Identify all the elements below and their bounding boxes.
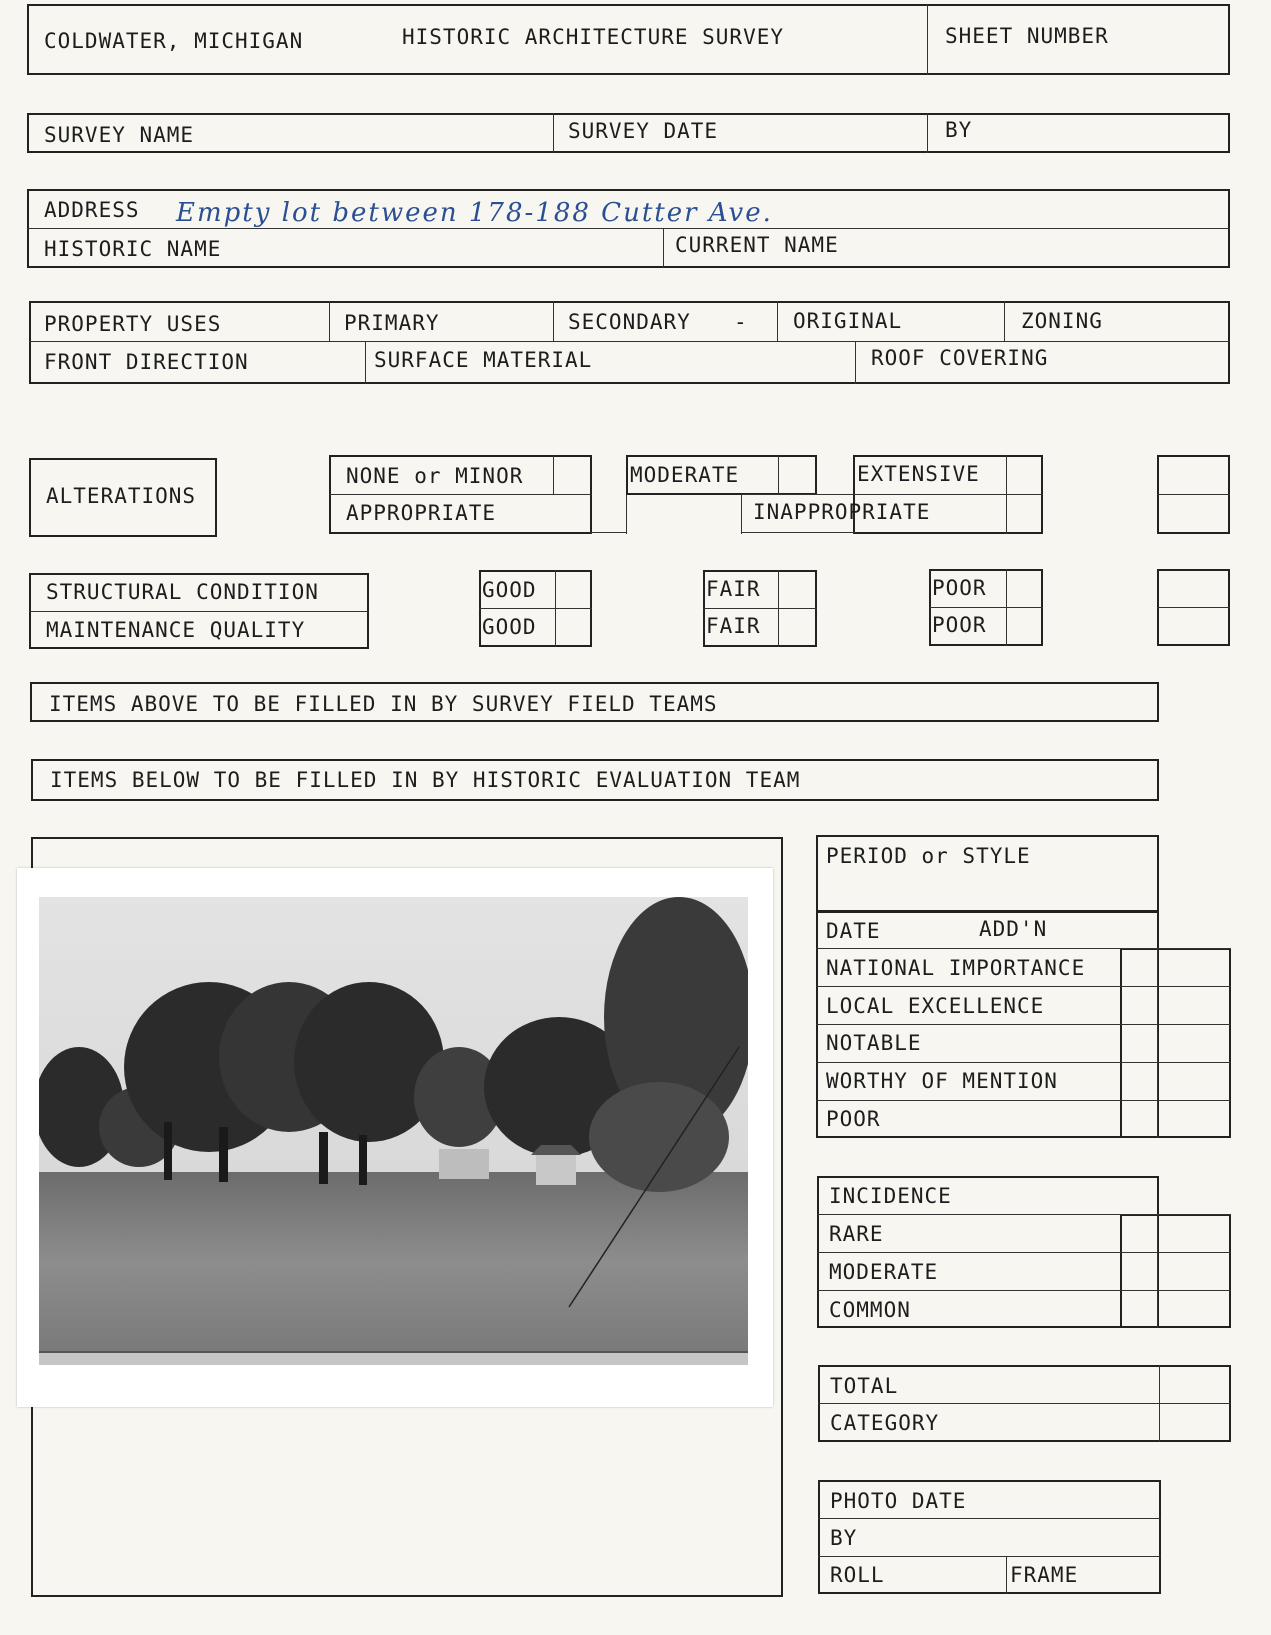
maintenance-quality-label: MAINTENANCE QUALITY (46, 618, 306, 642)
importance-row-1 (816, 948, 1231, 949)
maintenance-fair-label: FAIR (706, 614, 761, 638)
frame-label: FRAME (1010, 1563, 1079, 1587)
poor-row-divider (929, 607, 1043, 608)
field-teams-note: ITEMS ABOVE TO BE FILLED IN BY SURVEY FIELD TEAMS (49, 692, 718, 716)
original-label: ORIGINAL (793, 309, 903, 333)
rare-label: RARE (829, 1222, 884, 1246)
address-row-divider (27, 228, 1230, 229)
total-row-divider (818, 1403, 1231, 1404)
city-label: COLDWATER, MICHIGAN (44, 29, 304, 53)
header-divider (927, 4, 928, 75)
photo-by-label: BY (830, 1526, 858, 1550)
survey-divider-1 (553, 113, 554, 153)
property-divider-3 (777, 301, 778, 341)
inappropriate-box-left (741, 494, 742, 534)
extensive-checkbox-divider[interactable] (1006, 455, 1007, 534)
moderate-incidence-label: MODERATE (829, 1260, 939, 1284)
importance-score-divider (1157, 948, 1158, 1138)
fair-checkbox-divider[interactable] (778, 570, 779, 647)
survey-date-label: SURVEY DATE (568, 119, 719, 143)
property-row-divider (29, 341, 1230, 342)
none-minor-label: NONE or MINOR (346, 464, 524, 488)
total-score-divider[interactable] (1159, 1365, 1160, 1442)
structural-fair-label: FAIR (706, 577, 761, 601)
alt-row-divider-2 (741, 494, 1043, 495)
maintenance-poor-label: POOR (932, 613, 987, 637)
property-divider-2 (553, 301, 554, 341)
category-label: CATEGORY (830, 1411, 940, 1435)
primary-label: PRIMARY (344, 311, 440, 335)
sheet-number-label: SHEET NUMBER (945, 24, 1109, 48)
poor-checkbox-divider[interactable] (1006, 569, 1007, 646)
maintenance-good-label: GOOD (482, 615, 537, 639)
alterations-score-divider (1157, 494, 1230, 495)
property-uses-label: PROPERTY USES (44, 312, 222, 336)
photo-date-label: PHOTO DATE (830, 1489, 967, 1513)
property-divider-4 (1004, 301, 1005, 341)
addn-label: ADD'N (979, 917, 1048, 941)
secondary-value: - (734, 310, 748, 334)
names-divider (663, 228, 664, 268)
moderate-label: MODERATE (630, 463, 740, 487)
zoning-label: ZONING (1021, 309, 1103, 333)
photo-info-row-1 (818, 1518, 1161, 1519)
roll-label: ROLL (830, 1563, 885, 1587)
extensive-label: EXTENSIVE (857, 462, 980, 486)
good-checkbox-divider[interactable] (555, 570, 556, 647)
none-minor-checkbox-divider[interactable] (553, 455, 554, 494)
importance-row-4 (816, 1062, 1231, 1063)
period-style-label: PERIOD or STYLE (826, 844, 1031, 868)
incidence-score-divider (1157, 1214, 1158, 1328)
incidence-label: INCIDENCE (829, 1184, 952, 1208)
appropriate-label: APPROPRIATE (346, 501, 497, 525)
condition-score-divider (1157, 607, 1230, 608)
address-label: ADDRESS (44, 198, 140, 222)
property-divider-5 (365, 341, 366, 384)
photo-info-row-2 (818, 1556, 1161, 1557)
incidence-row-2 (817, 1252, 1231, 1253)
incidence-row-3 (817, 1290, 1231, 1291)
alterations-label: ALTERATIONS (46, 484, 197, 508)
surface-material-label: SURFACE MATERIAL (374, 348, 593, 372)
survey-divider-2 (927, 113, 928, 153)
poor-importance-label: POOR (826, 1107, 881, 1131)
property-divider-1 (329, 301, 330, 341)
inappropriate-box-bottom (741, 532, 855, 533)
current-name-label: CURRENT NAME (675, 233, 839, 257)
common-label: COMMON (829, 1298, 911, 1322)
structural-good-label: GOOD (482, 578, 537, 602)
appropriate-checkbox-edge[interactable] (626, 494, 627, 534)
importance-row-3 (816, 1024, 1231, 1025)
notable-label: NOTABLE (826, 1031, 922, 1055)
appropriate-checkbox-bottom (590, 532, 627, 533)
structural-condition-label: STRUCTURAL CONDITION (46, 580, 319, 604)
inappropriate-label: INAPPROPRIATE (753, 500, 931, 524)
historic-name-label: HISTORIC NAME (44, 237, 222, 261)
fair-row-divider (703, 608, 817, 609)
property-divider-6 (855, 341, 856, 384)
survey-name-label: SURVEY NAME (44, 123, 195, 147)
secondary-label: SECONDARY (568, 310, 691, 334)
alt-row-divider-1 (329, 494, 592, 495)
importance-row-5 (816, 1100, 1231, 1101)
moderate-checkbox-divider[interactable] (778, 455, 779, 495)
survey-by-label: BY (945, 118, 973, 142)
date-label: DATE (826, 919, 881, 943)
form-title: HISTORIC ARCHITECTURE SURVEY (402, 25, 785, 49)
importance-row-2 (816, 986, 1231, 987)
good-row-divider (479, 608, 592, 609)
local-excellence-label: LOCAL EXCELLENCE (826, 994, 1045, 1018)
address-value: Empty lot between 178-188 Cutter Ave. (176, 198, 773, 228)
front-direction-label: FRONT DIRECTION (44, 350, 249, 374)
worthy-of-mention-label: WORTHY OF MENTION (826, 1069, 1058, 1093)
condition-row-divider (29, 611, 369, 612)
incidence-score-box[interactable] (1120, 1214, 1231, 1328)
evaluation-team-note: ITEMS BELOW TO BE FILLED IN BY HISTORIC EVALUATION TEAM (50, 768, 801, 792)
roof-covering-label: ROOF COVERING (871, 346, 1049, 370)
total-label: TOTAL (830, 1374, 899, 1398)
structural-poor-label: POOR (932, 576, 987, 600)
incidence-row-1 (817, 1214, 1231, 1215)
national-importance-label: NATIONAL IMPORTANCE (826, 956, 1086, 980)
importance-score-box[interactable] (1120, 948, 1231, 1138)
landscape-photo-icon (39, 897, 748, 1365)
roll-frame-divider (1006, 1556, 1007, 1594)
